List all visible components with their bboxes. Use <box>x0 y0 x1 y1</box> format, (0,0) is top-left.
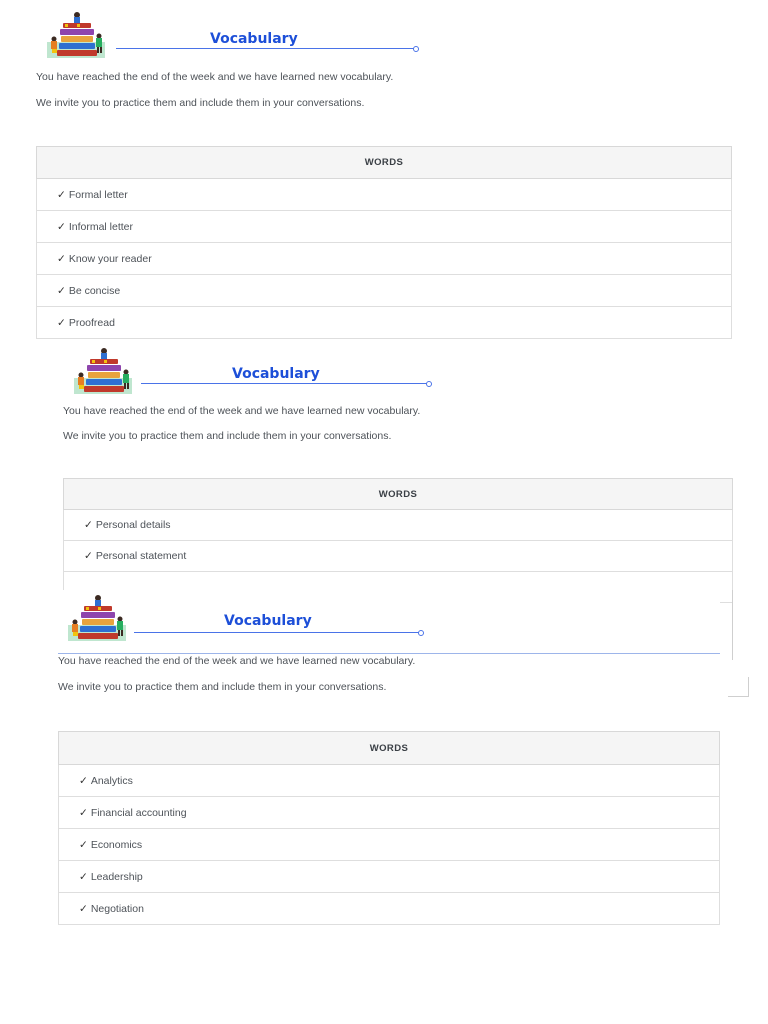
intro-paragraph-2: We invite you to practice them and include them in your conversations. <box>36 97 365 109</box>
section-divider <box>58 653 720 654</box>
intro-paragraph-1: You have reached the end of the week and we have learned new vocabulary. <box>63 405 421 417</box>
vocabulary-section-1 <box>0 0 768 340</box>
section-title: Vocabulary <box>224 613 312 629</box>
word-label: Financial accounting <box>90 806 187 819</box>
table-header: WORDS <box>37 147 732 179</box>
title-underline <box>116 48 414 49</box>
checkmark-icon: ✓ <box>79 870 88 883</box>
word-label: Personal statement <box>95 550 187 562</box>
title-underline <box>134 632 419 633</box>
intro-paragraph-1: You have reached the end of the week and we have learned new vocabulary. <box>36 71 394 83</box>
table-row <box>59 829 720 861</box>
word-label: Informal letter <box>68 220 134 233</box>
intro-paragraph-2: We invite you to practice them and include them in your conversations. <box>63 430 392 442</box>
table-row <box>37 243 732 275</box>
word-label: Be concise <box>68 284 121 297</box>
table-row <box>59 893 720 925</box>
word-label: Personal details <box>95 519 171 531</box>
table-border-fragment <box>732 590 733 660</box>
underline-end-dot <box>418 630 424 636</box>
section-title: Vocabulary <box>210 31 298 47</box>
table-row <box>64 510 733 541</box>
table-row <box>37 307 732 339</box>
stacked-books-reader-illustration <box>68 595 128 643</box>
checkmark-icon: ✓ <box>79 838 88 851</box>
stacked-books-reader-illustration <box>74 348 134 396</box>
underline-end-dot <box>426 381 432 387</box>
checkmark-icon: ✓ <box>57 220 66 233</box>
words-table <box>63 478 733 603</box>
word-label: Negotiation <box>90 902 144 915</box>
checkmark-icon: ✓ <box>84 550 93 562</box>
word-label: Know your reader <box>68 252 152 265</box>
table-row <box>37 179 732 211</box>
table-row <box>59 797 720 829</box>
word-label: Economics <box>90 838 143 851</box>
table-row <box>59 765 720 797</box>
table-border-fragment <box>748 677 749 697</box>
word-label: Analytics <box>90 774 133 787</box>
vocabulary-section-3 <box>58 590 720 930</box>
checkmark-icon: ✓ <box>57 316 66 329</box>
vocabulary-section-2 <box>0 340 768 590</box>
stacked-books-reader-illustration <box>47 12 107 60</box>
checkmark-icon: ✓ <box>79 806 88 819</box>
checkmark-icon: ✓ <box>79 774 88 787</box>
table-row <box>64 541 733 572</box>
intro-paragraph-2: We invite you to practice them and include them in your conversations. <box>58 681 387 693</box>
checkmark-icon: ✓ <box>84 519 93 531</box>
table-row <box>37 275 732 307</box>
table-row <box>37 211 732 243</box>
table-border-fragment <box>728 696 748 697</box>
intro-paragraph-1: You have reached the end of the week and we have learned new vocabulary. <box>58 655 416 667</box>
checkmark-icon: ✓ <box>79 902 88 915</box>
underline-end-dot <box>413 46 419 52</box>
checkmark-icon: ✓ <box>57 188 66 201</box>
words-table <box>58 731 720 925</box>
section-title: Vocabulary <box>232 366 320 382</box>
checkmark-icon: ✓ <box>57 284 66 297</box>
table-row <box>59 861 720 893</box>
table-header: WORDS <box>64 479 733 510</box>
word-label: Formal letter <box>68 188 128 201</box>
word-label: Proofread <box>68 316 115 329</box>
title-underline <box>141 383 427 384</box>
word-label: Leadership <box>90 870 143 883</box>
words-table <box>36 146 732 339</box>
checkmark-icon: ✓ <box>57 252 66 265</box>
table-header: WORDS <box>59 732 720 765</box>
